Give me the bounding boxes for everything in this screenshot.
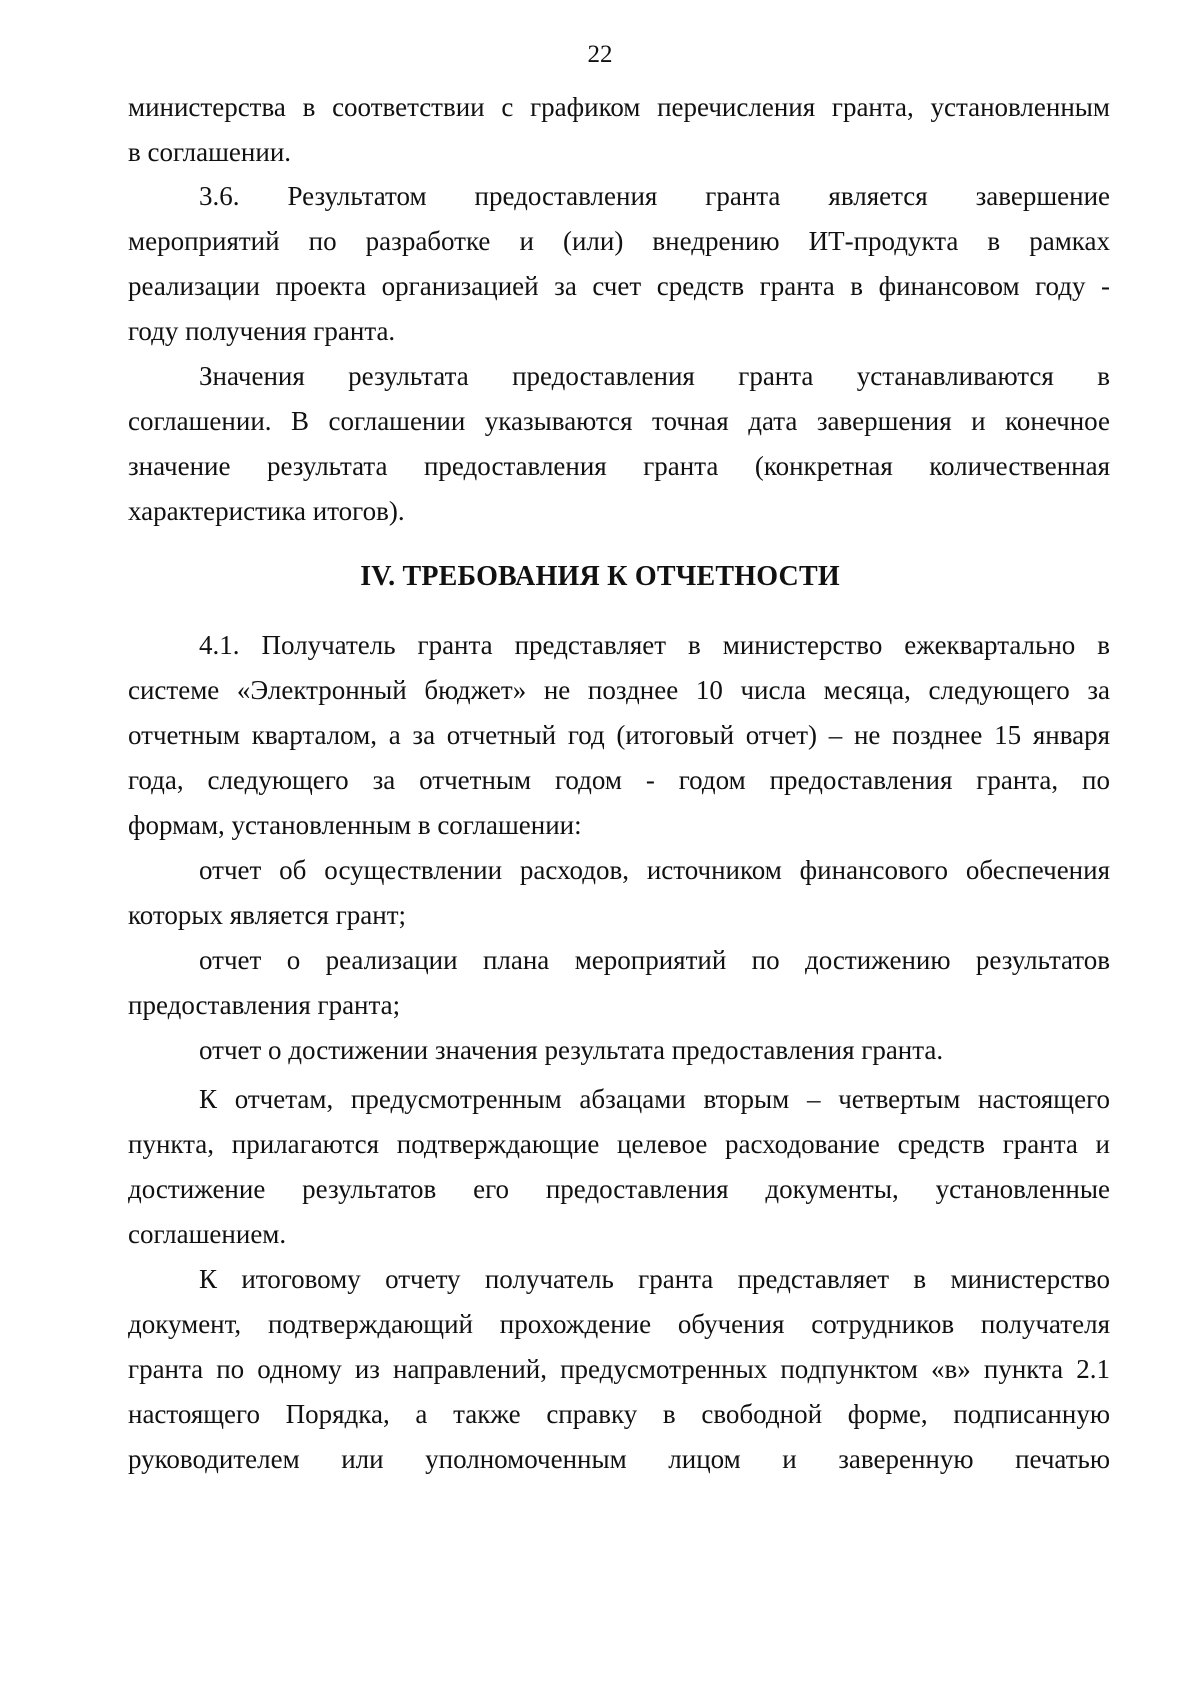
text-line: в соглашении.: [128, 137, 292, 167]
text-line: руководителем или уполномоченным лицом и заверенную печатью: [128, 1444, 1110, 1474]
text-line: отчет об осуществлении расходов, источником финансового обеспечения: [199, 855, 1110, 885]
text-line: гранта по одному из направлений, предусмотренных подпунктом «в» пункта 2.1: [128, 1354, 1110, 1384]
text-line: 4.1. Получатель гранта представляет в министерство ежеквартально в: [199, 630, 1110, 660]
text-line: предоставления гранта;: [128, 990, 401, 1020]
text-line: пункта, прилагаются подтверждающие целевое расходование средств гранта и: [128, 1129, 1110, 1159]
text-line: достижение результатов его предоставления документы, установленные: [128, 1174, 1110, 1204]
text-line: 3.6. Результатом предоставления гранта является завершение: [199, 181, 1110, 211]
text-line: отчет о реализации плана мероприятий по достижению результатов: [199, 945, 1110, 975]
text-line: соглашении. В соглашении указываются точная дата завершения и конечное: [128, 406, 1110, 436]
text-line: К итоговому отчету получатель гранта представляет в министерство: [199, 1264, 1110, 1294]
text-line: формам, установленным в соглашении:: [128, 810, 582, 840]
section-heading: IV. ТРЕБОВАНИЯ К ОТЧЕТНОСТИ: [360, 561, 840, 592]
text-line: отчет о достижении значения результата предоставления гранта.: [199, 1035, 944, 1065]
text-line: министерства в соответствии с графиком перечисления гранта, установленным: [128, 92, 1110, 122]
text-line: значение результата предоставления гранта (конкретная количественная: [128, 451, 1110, 481]
text-line: года, следующего за отчетным годом - годом предоставления гранта, по: [128, 765, 1110, 795]
text-line: соглашением.: [128, 1219, 287, 1249]
text-line: системе «Электронный бюджет» не позднее 10 числа месяца, следующего за: [128, 675, 1110, 705]
text-line: характеристика итогов).: [128, 496, 405, 526]
text-line: К отчетам, предусмотренным абзацами вторым – четвертым настоящего: [199, 1084, 1110, 1114]
text-line: году получения гранта.: [128, 316, 396, 346]
text-line: мероприятий по разработке и (или) внедрению ИТ-продукта в рамках: [128, 226, 1110, 256]
text-line: Значения результата предоставления гранта устанавливаются в: [199, 361, 1110, 391]
text-line: которых является грант;: [128, 900, 407, 930]
text-line: реализации проекта организацией за счет средств гранта в финансовом году -: [128, 271, 1110, 301]
text-line: отчетным кварталом, а за отчетный год (итоговый отчет) – не позднее 15 января: [128, 720, 1110, 750]
text-line: настоящего Порядка, а также справку в свободной форме, подписанную: [128, 1399, 1110, 1429]
page-number: 22: [587, 41, 613, 68]
text-line: документ, подтверждающий прохождение обучения сотрудников получателя: [128, 1309, 1110, 1339]
